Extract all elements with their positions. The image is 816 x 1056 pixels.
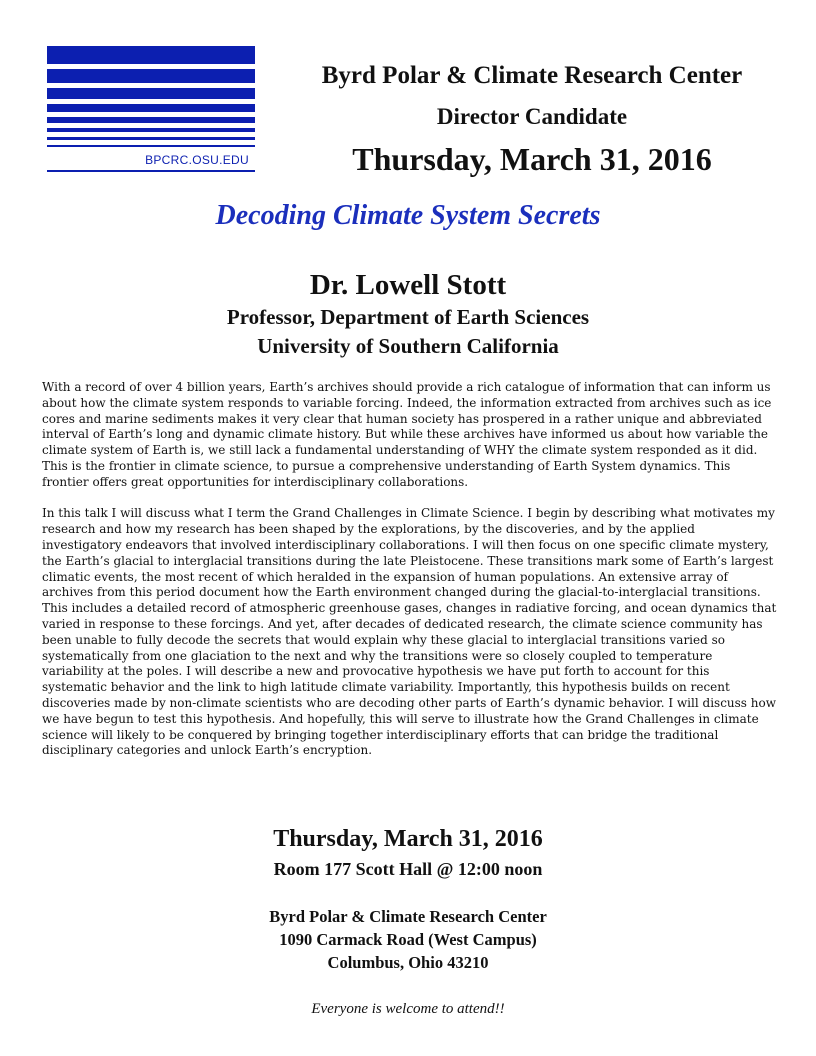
speaker-name: Dr. Lowell Stott: [309, 269, 507, 301]
logo-stripe: [47, 88, 255, 99]
invitation-text: Everyone is welcome to attend!!: [311, 1001, 505, 1017]
abstract-paragraph-2: In this talk I will discuss what I term the Grand Challenges in Climate Science. I begin by describing what motivates my research and how my research has been shaped by the explorations, by the discoveries, and by the applied investigatory endeavors that involved interdisciplinary collaborations. I will then focus on one specific climate mystery, the Earth’s glacial to interglacial transitions during the late Pleistocene. These transitions mark some of Earth’s largest climatic events, the most recent of which heralded in the expansion of human populations. An extensive array of archives from this period document how the Earth environment changed during the glacial-to-interglacial transitions. This includes a detailed record of atmospheric greenhouse gases, changes in radiative forcing, and ocean dynamics that varied in response to these forcings. And yet, after decades of dedicated research, the climate science community has been unable to fully decode the secrets that would explain why these glacial to interglacial transitions varied so systematically from one glaciation to the next and why the transitions were so closely coupled to temperature variability at the poles. I will describe a new and provocative hypothesis we have put forth to account for this systematic behavior and the link to high latitude climate variability. Importantly, this hypothesis builds on recent discoveries made by non-climate scientists who are decoding other parts of Earth’s dynamic behavior. I will discuss how we have begun to test this hypothesis. And hopefully, this will serve to illustrate how the Grand Challenges in climate science will likely to be conquered by bringing together interdisciplinary efforts that can bridge the traditional disciplinary categories and unlock Earth’s encryption.: [42, 506, 777, 758]
organization-name: Byrd Polar & Climate Research Center: [321, 62, 743, 89]
bpcrc-logo: [47, 46, 255, 174]
logo-stripe: [47, 170, 255, 172]
logo-stripe: [47, 137, 255, 140]
event-room-time: Room 177 Scott Hall @ 12:00 noon: [273, 859, 543, 879]
abstract-paragraph-1: With a record of over 4 billion years, Earth’s archives should provide a rich catalogue of information that can inform us about how the climate system responds to variable forcing. Indeed, the information extracted from archives such as ice cores and marine sediments makes it very clear that human society has prospered in a rather unique and abbreviated interval of Earth’s long and dynamic climate history. But while these archives have informed us about how variable the climate system of Earth is, we still lack a fundamental understanding of WHY the climate system responded as it did. This is the frontier in climate science, to pursue a comprehensive understanding of Earth System dynamics. This frontier offers great opportunities for interdisciplinary collaborations.: [42, 380, 772, 489]
event-date: Thursday, March 31, 2016: [273, 826, 543, 852]
address-line-1: Byrd Polar & Climate Research Center: [269, 907, 547, 926]
address-line-3: Columbus, Ohio 43210: [327, 953, 489, 972]
abstract: [42, 380, 777, 775]
header-date: Thursday, March 31, 2016: [352, 141, 712, 177]
logo-stripe: [47, 117, 255, 123]
speaker-university: University of Southern California: [257, 334, 559, 358]
address-line-2: 1090 Carmack Road (West Campus): [279, 930, 537, 949]
logo-stripe: [47, 104, 255, 112]
logo-url: BPCRC.OSU.EDU: [145, 153, 249, 167]
logo-stripe: [47, 128, 255, 132]
logo-stripe: [47, 46, 255, 64]
logo-stripe: [47, 145, 255, 147]
talk-title: Decoding Climate System Secrets: [215, 200, 601, 231]
speaker-department: Professor, Department of Earth Sciences: [226, 305, 590, 329]
event-role: Director Candidate: [436, 104, 628, 129]
logo-stripe: [47, 69, 255, 83]
